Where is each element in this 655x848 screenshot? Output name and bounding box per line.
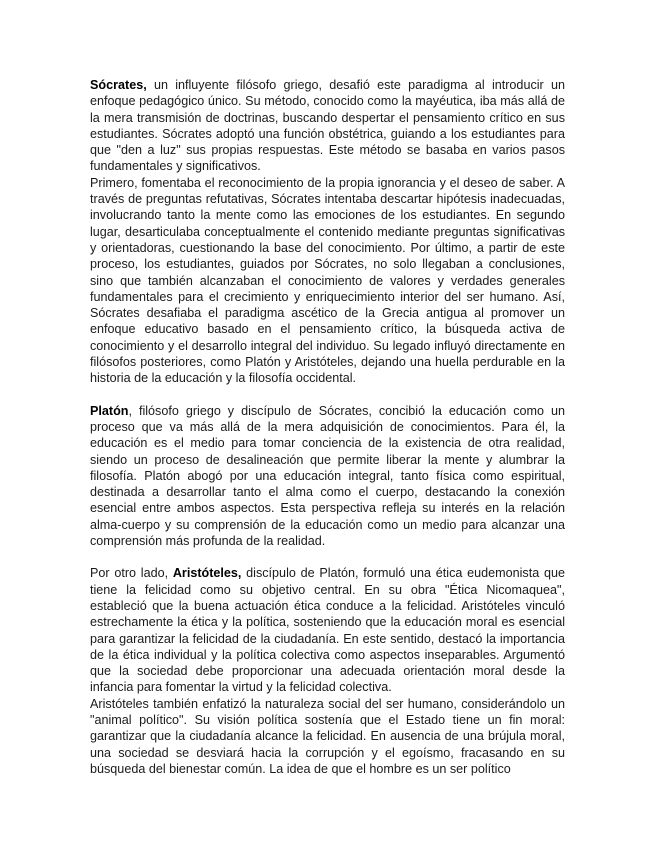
name-socrates: Sócrates, — [90, 78, 147, 92]
paragraph-spacer — [90, 387, 565, 403]
paragraph-aristoteles-prefix: Por otro lado, — [90, 566, 173, 581]
paragraph-aristoteles-social: Aristóteles también enfatizó la naturaleza social del ser humano, considerándolo un "animal político". Su visión política sostenía que el Estado tiene un fin moral: garantizar que la ciudadanía alcance la felicidad. En ausencia de una brújula moral, una sociedad se desviará hacia la corrupción y el egoísmo, fracasando en su búsqueda del bienestar común. La idea de que el hombre es un ser político — [90, 696, 565, 776]
document-page — [90, 77, 565, 777]
paragraph-platon-text: , filósofo griego y discípulo de Sócrates, concibió la educación como un proceso que va más allá de la mera adquisición de conocimientos. Para él, la educación es el medio para tomar conciencia de la existencia de otra realidad, siendo un proceso de desalineación que permite liberar la mente y alumbrar la filosofía. Platón abogó por una educación integral, tanto física como espiritual, destinada a desarrollar tanto el alma como el cuerpo, destacando la conexión esencial entre ambos aspectos. Esta perspectiva refleja su interés en la relación alma-cuerpo y su comprensión de la educación como un medio para alcanzar una comprensión más profunda de la realidad. — [90, 403, 565, 549]
paragraph-spacer — [90, 549, 565, 565]
paragraph-socrates-steps: Primero, fomentaba el reconocimiento de la propia ignorancia y el deseo de saber. A través de preguntas refutativas, Sócrates intentaba descartar hipótesis inadecuadas, involucrando tanto la mente como las emociones de los estudiantes. En segundo lugar, desarticulaba conceptualmente el contenido mediante preguntas significativas y orientadoras, cuestionando la base del conocimiento. Por último, a partir de este proceso, los estudiantes, guiados por Sócrates, no solo llegaban a conclusiones, sino que también alcanzaban el conocimiento de valores y verdades generales fundamentales para el crecimiento y enriquecimiento interior del ser humano. Así, Sócrates desafiaba el paradigma ascético de la Grecia antigua al promover un enfoque educativo basado en el pensamiento crítico, la búsqueda activa de conocimiento y el desarrollo integral del individuo. Su legado influyó directamente en filósofos posteriores, como Platón y Aristóteles, dejando una huella perdurable en la historia de la educación y la filosofía occidental. — [90, 175, 565, 386]
paragraph-aristoteles — [90, 565, 565, 695]
paragraph-aristoteles-text: discípulo de Platón, formuló una ética eudemonista que tiene la felicidad como su objetivo central. En su obra "Ética Nicomaquea", estableció que la buena actuación ética conduce a la felicidad. Aristóteles vinculó estrechamente la ética y la política, sosteniendo que la educación moral es esencial para garantizar la felicidad de la ciudadanía. En este sentido, destacó la importancia de la ética individual y la política colectiva como aspectos inseparables. Argumentó que la sociedad debe proporcionar una adecuada orientación moral desde la infancia para fomentar la virtud y la felicidad colectiva. — [90, 566, 565, 695]
paragraph-socrates-text: un influyente filósofo griego, desafió este paradigma al introducir un enfoque pedagógico único. Su método, conocido como la mayéutica, iba más allá de la mera transmisión de doctrinas, buscando despertar el pensamiento crítico en sus estudiantes. Sócrates adoptó una función obstétrica, guiando a los estudiantes para que "den a luz" sus propias respuestas. Este método se basaba en varios pasos fundamentales y significativos. — [90, 78, 565, 174]
name-aristoteles: Aristóteles, — [172, 566, 242, 581]
name-platon: Platón — [90, 403, 129, 418]
paragraph-socrates — [90, 77, 565, 175]
paragraph-platon — [90, 403, 565, 550]
